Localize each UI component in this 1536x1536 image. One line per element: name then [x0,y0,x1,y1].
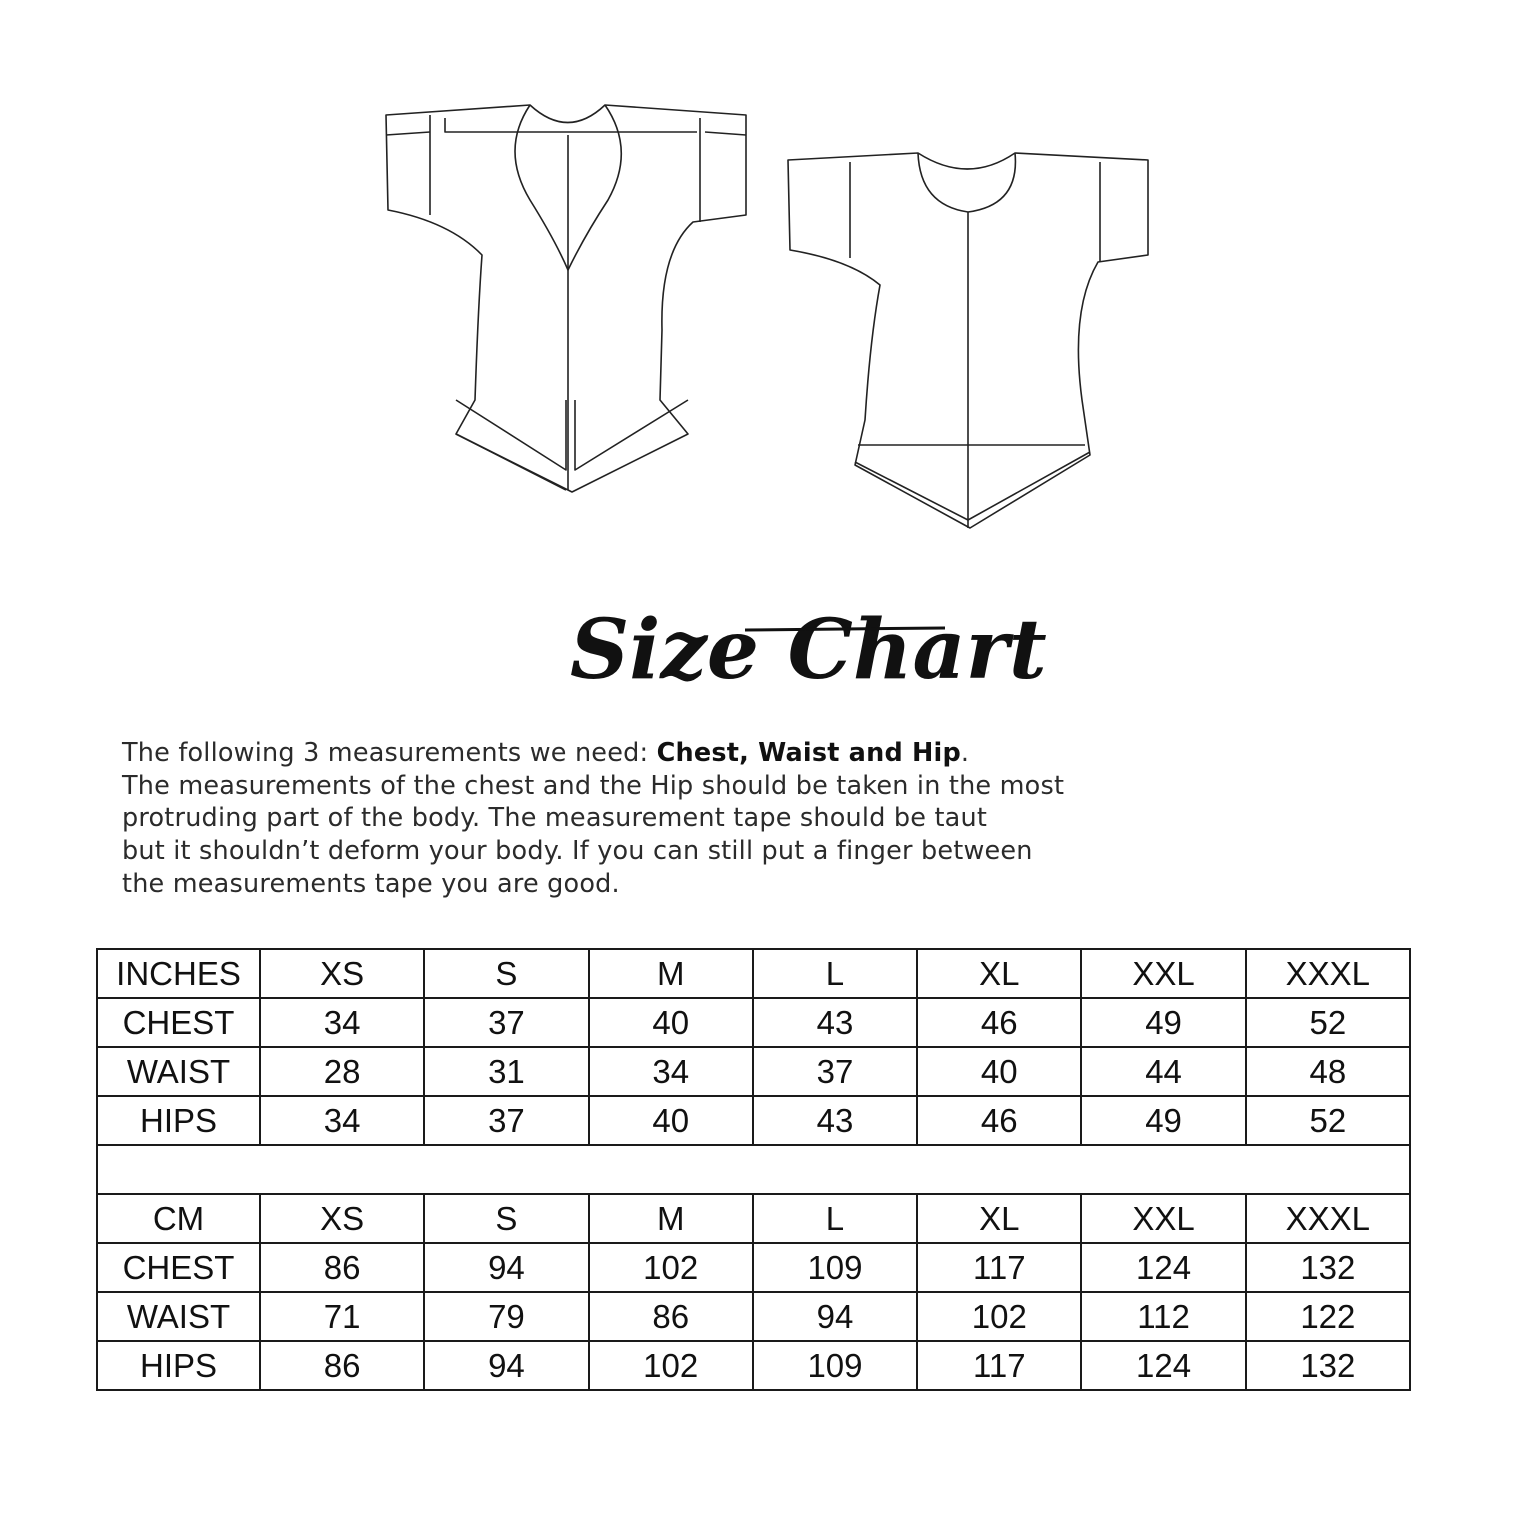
unit-label: CM [97,1194,260,1243]
table-cell: 102 [589,1243,753,1292]
row-label: HIPS [97,1341,260,1390]
table-cell: 112 [1081,1292,1245,1341]
instruction-line-1 [122,737,1382,770]
table-cell: 94 [424,1341,588,1390]
measurement-instructions [122,737,1382,901]
table-row [97,1047,1410,1096]
table-cell: 34 [260,1096,424,1145]
table-cell: 79 [424,1292,588,1341]
size-header: XXL [1081,949,1245,998]
row-label: WAIST [97,1292,260,1341]
instruction-line-5: the measurements tape you are good. [122,868,620,899]
size-table [96,948,1411,1391]
size-header: M [589,1194,753,1243]
table-cell: 132 [1246,1341,1410,1390]
table-row [97,1243,1410,1292]
row-label: CHEST [97,998,260,1047]
size-header: XL [917,949,1081,998]
table-cell: 49 [1081,998,1245,1047]
table-row [97,998,1410,1047]
table-cell: 34 [260,998,424,1047]
table-cell: 71 [260,1292,424,1341]
table-cell: 94 [753,1292,917,1341]
table-cell: 124 [1081,1243,1245,1292]
table-cell: 43 [753,1096,917,1145]
instruction-line-3: protruding part of the body. The measurement tape should be taut [122,803,988,834]
table-cell: 109 [753,1243,917,1292]
garment-front-sketch [386,105,746,492]
table-row [97,1341,1410,1390]
table-cell: 117 [917,1243,1081,1292]
table-cell: 48 [1246,1047,1410,1096]
size-header: L [753,1194,917,1243]
size-header: S [424,949,588,998]
table-cell: 109 [753,1341,917,1390]
table-cell: 44 [1081,1047,1245,1096]
size-header: XL [917,1194,1081,1243]
spacer-cell [97,1145,1410,1194]
table-row [97,1096,1410,1145]
table-row [97,1292,1410,1341]
table-cell: 122 [1246,1292,1410,1341]
size-header: M [589,949,753,998]
table-cell: 37 [753,1047,917,1096]
table-cell: 46 [917,1096,1081,1145]
table-cell: 40 [589,998,753,1047]
heading-text: Size Chart [570,602,1047,698]
spacer-row [97,1145,1410,1194]
table-cell: 52 [1246,998,1410,1047]
heading-flourish [745,628,945,630]
table-cell: 102 [589,1341,753,1390]
table-cell: 124 [1081,1341,1245,1390]
instruction-line-4: but it shouldn’t deform your body. If you can still put a finger between [122,836,1033,867]
table-cell: 28 [260,1047,424,1096]
row-label: CHEST [97,1243,260,1292]
table-cell: 102 [917,1292,1081,1341]
size-header: XXXL [1246,1194,1410,1243]
table-cell: 37 [424,1096,588,1145]
inches-header-row [97,949,1410,998]
table-cell: 37 [424,998,588,1047]
table-cell: 40 [917,1047,1081,1096]
table-cell: 46 [917,998,1081,1047]
garment-sketches [380,100,1160,540]
table-cell: 86 [589,1292,753,1341]
table-cell: 34 [589,1047,753,1096]
garment-back-sketch [788,153,1148,528]
size-header: XXL [1081,1194,1245,1243]
row-label: HIPS [97,1096,260,1145]
instruction-prefix: The following 3 measurements we need: [122,738,657,768]
size-header: L [753,949,917,998]
size-header: XS [260,1194,424,1243]
row-label: WAIST [97,1047,260,1096]
table-cell: 40 [589,1096,753,1145]
table-cell: 49 [1081,1096,1245,1145]
instruction-bold: Chest, Waist and Hip [656,738,961,768]
instruction-line-2: The measurements of the chest and the Hip should be taken in the most [122,770,1065,801]
table-cell: 52 [1246,1096,1410,1145]
instruction-suffix: . [960,738,970,768]
cm-header-row [97,1194,1410,1243]
table-cell: 94 [424,1243,588,1292]
table-cell: 86 [260,1243,424,1292]
table-cell: 132 [1246,1243,1410,1292]
table-cell: 43 [753,998,917,1047]
size-header: S [424,1194,588,1243]
unit-label: INCHES [97,949,260,998]
table-cell: 31 [424,1047,588,1096]
size-header: XS [260,949,424,998]
table-cell: 86 [260,1341,424,1390]
table-cell: 117 [917,1341,1081,1390]
size-header: XXXL [1246,949,1410,998]
size-chart-heading [560,590,1047,710]
